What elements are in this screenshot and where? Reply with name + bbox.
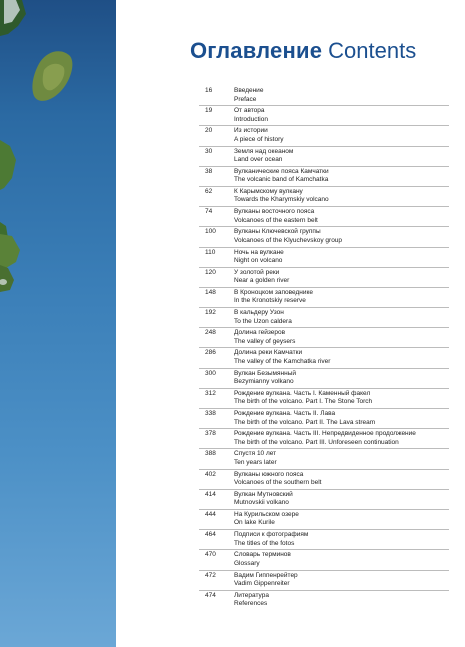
toc-title-english: Volcanoes of the southern belt: [234, 479, 322, 487]
toc-entry-labels: [234, 430, 449, 447]
toc-page-number: 20: [205, 127, 213, 135]
toc-entry-labels: [234, 370, 449, 387]
toc-page-number: 474: [205, 591, 216, 599]
toc-entry-labels: [234, 269, 449, 286]
toc-entry[interactable]: [199, 389, 449, 409]
toc-title-english: Near a golden river: [234, 277, 290, 285]
toc-title-russian: В кальдеру Узон: [234, 309, 284, 317]
satellite-photo-strip: [0, 0, 116, 647]
toc-entry[interactable]: [199, 571, 449, 591]
page-title: [190, 38, 416, 64]
toc-entry-labels: [234, 228, 449, 245]
toc-page-number: 16: [205, 87, 213, 94]
toc-title-russian: Спустя 10 лет: [234, 450, 277, 458]
toc-title-russian: Рождение вулкана. Часть III. Непредвиденное продолжение: [234, 430, 416, 438]
toc-entry[interactable]: [199, 591, 449, 611]
toc-entry[interactable]: [199, 429, 449, 449]
toc-title-english: On lake Kurile: [234, 519, 275, 527]
toc-page-number: 38: [205, 167, 213, 175]
toc-entry[interactable]: [199, 308, 449, 328]
toc-title-english: Bezymianny volkano: [234, 378, 294, 386]
toc-title-english: A piece of history: [234, 135, 284, 143]
toc-entry-labels: [234, 87, 449, 104]
toc-title-russian: Земля над океаном: [234, 147, 294, 155]
coastline-illustration: [0, 0, 116, 647]
toc-entry[interactable]: [199, 449, 449, 469]
toc-entry-labels: [234, 450, 449, 467]
toc-entry[interactable]: [199, 106, 449, 126]
toc-title-russian: У золотой реки: [234, 268, 280, 276]
toc-title-english: In the Kronotskiy reserve: [234, 297, 306, 305]
toc-title-english: Vadim Gippenreiter: [234, 580, 290, 587]
toc-page-number: 192: [205, 309, 216, 317]
toc-title-russian: Долина реки Камчатки: [234, 349, 303, 357]
toc-entry-labels: [234, 592, 449, 609]
toc-title-english: Introduction: [234, 115, 268, 123]
toc-page-number: 74: [205, 208, 213, 216]
toc-entry[interactable]: [199, 86, 449, 106]
toc-title-english: The titles of the fotos: [234, 539, 295, 547]
toc-title-english: Land over ocean: [234, 156, 283, 164]
toc-entry[interactable]: [199, 167, 449, 187]
toc-title-russian: Рождение вулкана. Часть II. Лава: [234, 410, 336, 417]
toc-page-number: 286: [205, 349, 216, 357]
toc-page-number: 464: [205, 531, 216, 539]
toc-entry-labels: [234, 107, 449, 124]
toc-page-number: 110: [205, 248, 216, 256]
toc-title-russian: Вулканические пояса Камчатки: [234, 167, 329, 175]
toc-entry[interactable]: [199, 147, 449, 167]
toc-title-russian: Литература: [234, 591, 269, 599]
toc-title-russian: К Карымскому вулкану: [234, 187, 303, 195]
title-english: Contents: [328, 38, 417, 63]
toc-title-english: Preface: [234, 95, 257, 103]
toc-title-russian: Словарь терминов: [234, 551, 291, 559]
toc-title-english: Volcanoes of the Klyuchevskoy group: [234, 236, 343, 244]
toc-title-russian: Вулканы Ключевской группы: [234, 228, 321, 236]
toc-title-russian: Ночь на вулкане: [234, 248, 284, 256]
toc-page-number: 120: [205, 268, 216, 276]
toc-page-number: 19: [205, 107, 213, 115]
table-of-contents: [199, 86, 449, 611]
toc-title-russian: В Кроноцком заповеднике: [234, 288, 314, 296]
toc-title-english: The valley of the Kamchatka river: [234, 357, 331, 365]
toc-entry[interactable]: [199, 348, 449, 368]
toc-page-number: 148: [205, 288, 216, 296]
toc-page-number: 62: [205, 187, 213, 195]
toc-entry-labels: [234, 572, 449, 589]
toc-title-english: Towards the Kharymskiy volcano: [234, 196, 329, 204]
toc-page-number: 312: [205, 389, 216, 397]
toc-page-number: 100: [205, 228, 216, 236]
toc-entry-labels: [234, 188, 449, 205]
toc-entry[interactable]: [199, 126, 449, 146]
toc-page-number: 402: [205, 470, 216, 478]
toc-entry-labels: [234, 309, 449, 326]
toc-title-english: Ten years later: [234, 458, 277, 466]
toc-entry-labels: [234, 471, 449, 488]
toc-title-russian: Введение: [234, 87, 264, 94]
toc-entry-labels: [234, 551, 449, 568]
toc-title-english: Volcanoes of the eastern belt: [234, 216, 318, 224]
toc-title-english: Mutnovskii volkano: [234, 499, 289, 507]
toc-page-number: 300: [205, 369, 216, 377]
toc-entry[interactable]: [199, 530, 449, 550]
toc-entry[interactable]: [199, 490, 449, 510]
toc-entry-labels: [234, 249, 449, 266]
toc-entry-labels: [234, 511, 449, 528]
toc-page-number: 470: [205, 551, 216, 559]
toc-entry-labels: [234, 208, 449, 225]
toc-entry[interactable]: [199, 328, 449, 348]
toc-title-russian: От автора: [234, 107, 265, 115]
toc-page-number: 472: [205, 571, 216, 579]
toc-title-russian: Вулканы южного пояса: [234, 470, 304, 478]
toc-entry-labels: [234, 390, 449, 407]
toc-entry-labels: [234, 148, 449, 165]
toc-title-english: References: [234, 600, 268, 608]
toc-title-russian: Вадим Гиппенрейтер: [234, 571, 298, 579]
toc-page-number: 414: [205, 490, 216, 498]
toc-title-russian: Вулканы восточного пояса: [234, 208, 315, 216]
toc-title-english: The valley of geysers: [234, 337, 296, 345]
toc-entry-labels: [234, 349, 449, 366]
toc-entry[interactable]: [199, 550, 449, 570]
toc-title-english: The birth of the volcano. Part III. Unforeseen continuation: [234, 438, 399, 446]
toc-entry[interactable]: [199, 187, 449, 207]
toc-entry[interactable]: [199, 248, 449, 268]
toc-page-number: 338: [205, 410, 216, 417]
toc-title-english: The birth of the volcano. Part II. The Lava stream: [234, 418, 376, 426]
toc-title-english: Night on volcano: [234, 257, 283, 264]
toc-page-number: 388: [205, 450, 216, 458]
toc-entry-labels: [234, 410, 449, 427]
toc-entry-labels: [234, 329, 449, 346]
toc-entry[interactable]: [199, 207, 449, 227]
toc-entry[interactable]: [199, 510, 449, 530]
toc-title-russian: Вулкан Безымянный: [234, 369, 297, 377]
toc-page-number: 30: [205, 147, 213, 155]
toc-entry-labels: [234, 531, 449, 548]
toc-entry-labels: [234, 127, 449, 144]
toc-title-russian: Вулкан Мутновский: [234, 490, 293, 498]
toc-entry-labels: [234, 289, 449, 306]
toc-entry[interactable]: [199, 227, 449, 247]
toc-entry[interactable]: [199, 470, 449, 490]
toc-title-russian: На Курильском озере: [234, 510, 299, 518]
toc-entry-labels: [234, 168, 449, 185]
toc-title-russian: Из истории: [234, 127, 268, 135]
toc-entry-labels: [234, 491, 449, 508]
toc-title-russian: Рождение вулкана. Часть I. Каменный факел: [234, 389, 371, 397]
toc-title-english: Glossary: [234, 559, 260, 567]
toc-entry[interactable]: [199, 288, 449, 308]
toc-title-english: The birth of the volcano. Part I. The Stone Torch: [234, 398, 373, 406]
toc-entry[interactable]: [199, 268, 449, 288]
toc-entry[interactable]: [199, 409, 449, 429]
toc-page-number: 444: [205, 510, 216, 518]
toc-title-english: To the Uzon caldera: [234, 317, 292, 325]
toc-entry[interactable]: [199, 369, 449, 389]
toc-page-number: 378: [205, 430, 216, 438]
toc-title-english: The volcanic band of Kamchatka: [234, 176, 329, 184]
toc-title-russian: Долина гейзеров: [234, 329, 286, 337]
toc-title-russian: Подписи к фотографиям: [234, 531, 309, 539]
title-russian: Оглавление: [190, 38, 323, 63]
toc-page-number: 248: [205, 329, 216, 337]
